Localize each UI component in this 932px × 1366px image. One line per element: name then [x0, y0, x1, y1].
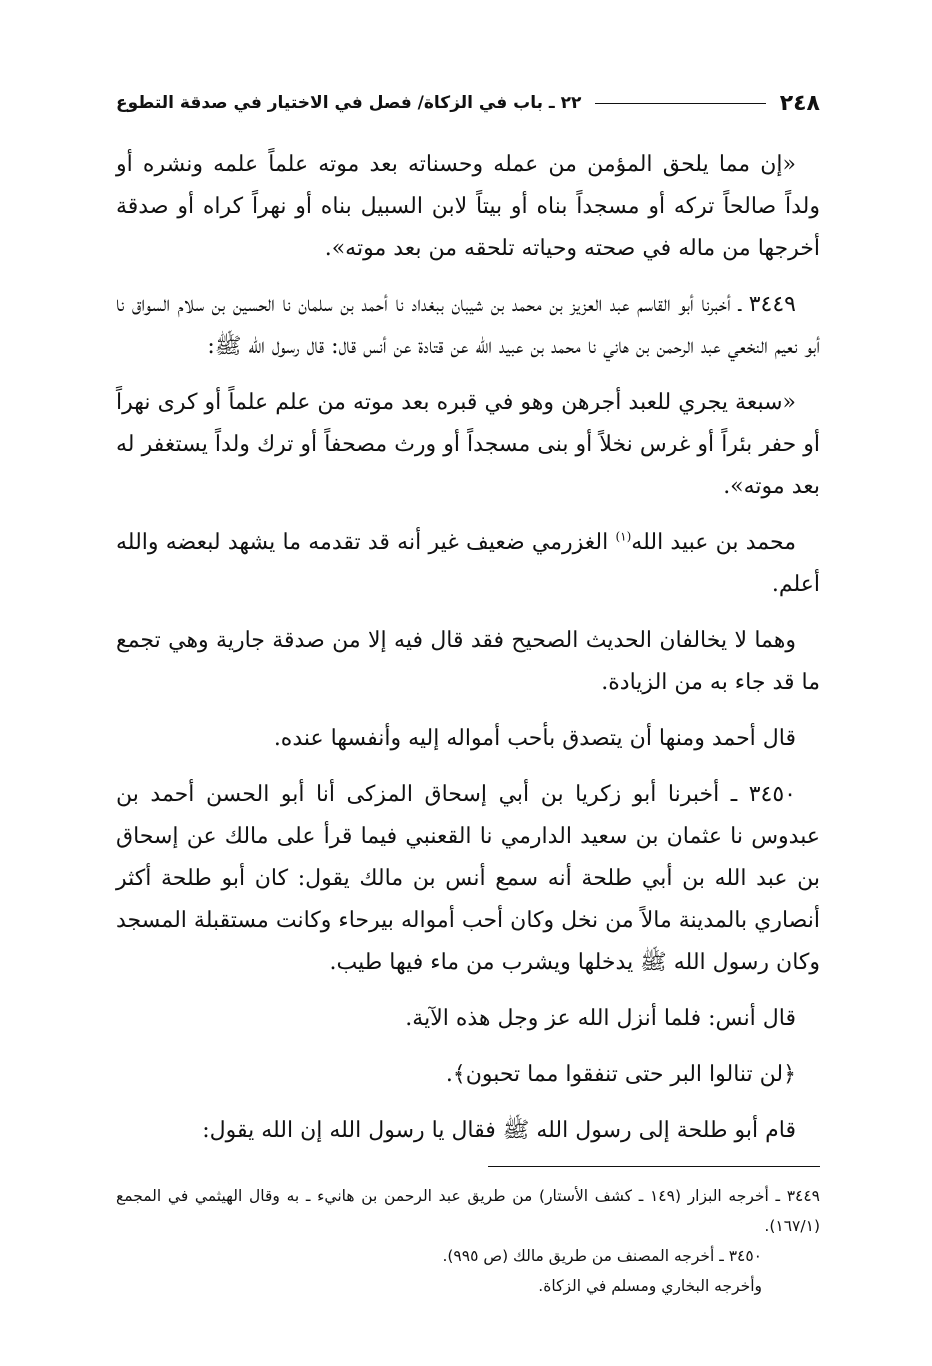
footnote-3450-extra: وأخرجه البخاري ومسلم في الزكاة.: [538, 1277, 762, 1295]
footnote-separator: [488, 1166, 820, 1167]
header-rule: [595, 103, 765, 104]
hadith-quote-1: «إن مما يلحق المؤمن من عمله وحسناته بعد موته علماً علمه ونشره أو ولداً صالحاً تركه أو مسجداً بناه أو بيتاً لابن السبيل بناه أو نهراً كراه أو صدقة أخرجها من ماله في صحته وحياته تلحقه من بعد موته».: [116, 152, 820, 261]
footnote-3449: ٣٤٤٩ ـ أخرجه البزار (١٤٩ ـ كشف الأستار) من طريق عبد الرحمن بن هانيء ـ به وقال الهيثمي في المجمع (١٦٧/١).: [116, 1187, 820, 1235]
commentary-narrator: محمد بن عبيد الله: [631, 530, 796, 555]
commentary-paragraph-2: وهما لا يخالفان الحديث الصحيح فقد قال فيه إلا من صدقة جارية وهي تجمع ما قد جاء به من الزيادة.: [116, 628, 820, 695]
footnote-marker: (١): [615, 529, 632, 544]
hadith-3450: ٣٤٥٠ ـ أخبرنا أبو زكريا بن أبي إسحاق المزكى أنا أبو الحسن أحمد بن عبدوس نا عثمان بن سعيد الدارمي نا القعنبي فيما قرأ على مالك عن إسحاق بن عبد الله بن أبي طلحة أنه سمع أنس بن مالك يقول: كان أبو طلحة أكثر أنصاري بالمدينة مالاً من نخل وكان أحب أمواله بيرحاء وكانت مستقبلة المسجد وكان رسول الله ﷺ يدخلها ويشرب من ماء فيها طيب.: [116, 782, 820, 975]
running-header: [116, 88, 820, 118]
running-title: ٢٢ ـ باب في الزكاة/ فصل في الاختيار في صدقة التطوع: [116, 93, 582, 113]
page-number: ٢٤٨: [779, 90, 820, 116]
commentary-paragraph-3: قال أحمد ومنها أن يتصدق بأحب أمواله إليه وأنفسها عنده.: [273, 726, 796, 751]
commentary-rest: الغزرمي ضعيف غير أنه قد تقدمه ما يشهد لبعضه والله أعلم.: [116, 530, 820, 597]
anas-statement: قال أنس: فلما أنزل الله عز وجل هذه الآية.: [405, 1006, 796, 1031]
footnote-3450: ٣٤٥٠ ـ أخرجه المصنف من طريق مالك (ص ٩٩٥).: [442, 1247, 762, 1265]
footnotes: [116, 1181, 820, 1301]
abu-talha-statement: قام أبو طلحة إلى رسول الله ﷺ فقال يا رسول الله إن الله يقول:: [202, 1118, 796, 1143]
quran-verse: ﴿لن تنالوا البر حتى تنفقوا مما تحبون﴾.: [445, 1062, 796, 1087]
hadith-3449-isnad: ٣٤٤٩ ـ أخبرنا أبو القاسم عبد العزيز بن محمد بن شيبان ببغداد نا أحمد بن سلمان نا الحسين بن سلام السواق نا أبو نعيم النخعي عبد الرحمن بن هاني نا محمد بن عبيد الله عن قتادة عن أنس قال: قال رسول الله ﷺ:: [116, 292, 820, 359]
commentary-paragraph-1: [116, 522, 820, 606]
main-text: [116, 144, 820, 1152]
hadith-quote-2: «سبعة يجري للعبد أجرهن وهو في قبره بعد موته من علم علماً أو كرى نهراً أو حفر بئراً أو غرس نخلاً أو بنى مسجداً أو ورث مصحفاً أو ترك ولداً يستغفر له بعد موته».: [116, 390, 820, 499]
